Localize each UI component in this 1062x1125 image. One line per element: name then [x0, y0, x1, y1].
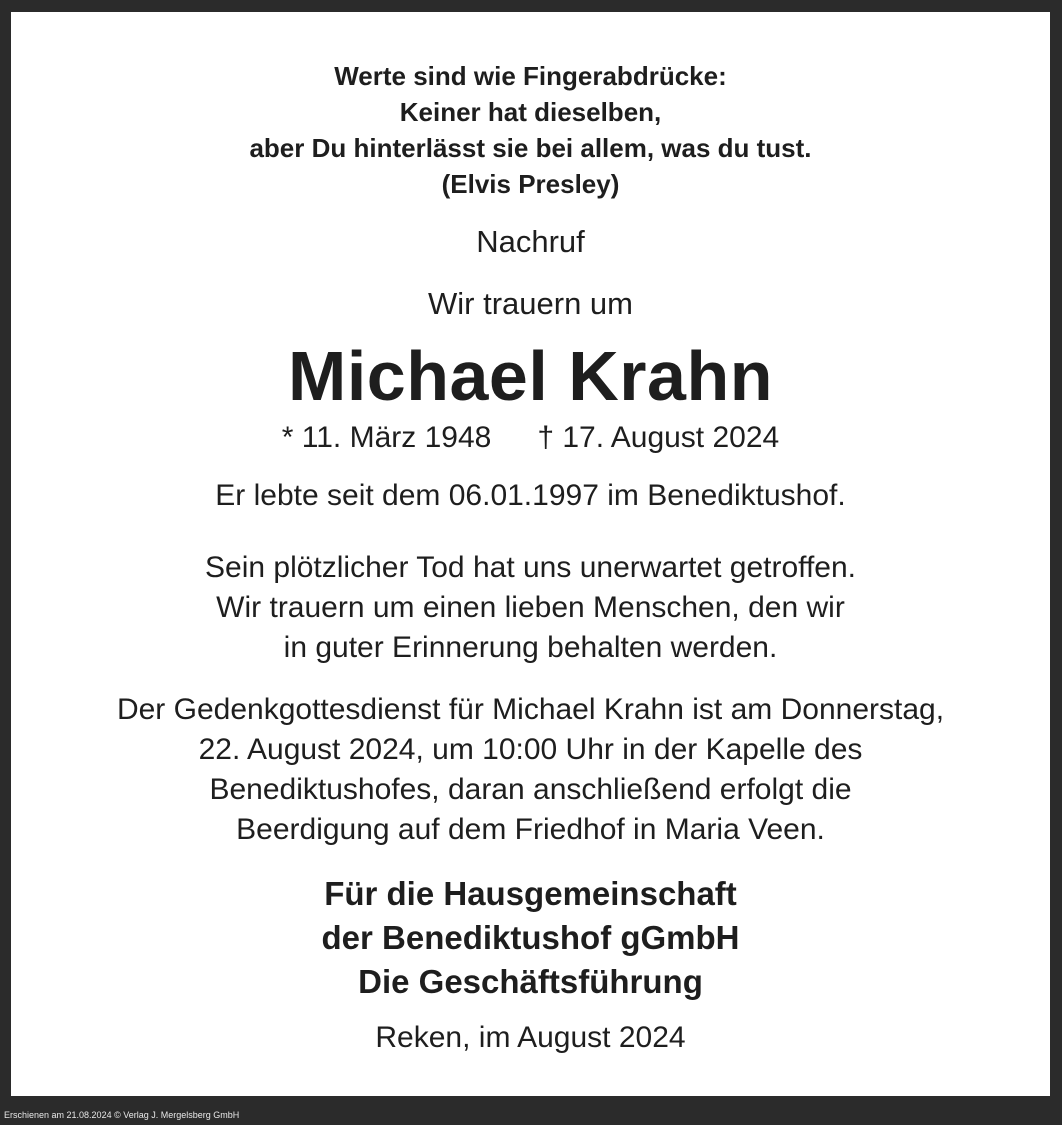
signoff-line: Die Geschäftsführung [358, 963, 703, 1000]
quote-line: Keiner hat dieselben, [399, 97, 662, 127]
grief-line: Sein plötzlicher Tod hat uns unerwartet getroffen. [205, 551, 856, 584]
signoff-block [11, 872, 1050, 1004]
birth-date: * 11. März 1948 [281, 421, 492, 454]
obituary-notice [11, 12, 1050, 1096]
place-date: Reken, im August 2024 [375, 1021, 686, 1054]
intro-text: Wir trauern um [428, 286, 633, 321]
deceased-name: Michael Krahn [288, 337, 773, 415]
publisher-footer: Erschienen am 21.08.2024 © Verlag J. Mergelsberg GmbH [4, 1110, 240, 1120]
death-date: † 17. August 2024 [537, 421, 780, 454]
grief-line: in guter Erinnerung behalten werden. [283, 631, 778, 664]
service-line: Der Gedenkgottesdienst für Michael Krahn ist am Donnerstag, [116, 693, 945, 726]
service-line: Beerdigung auf dem Friedhof in Maria Veen. [236, 813, 825, 846]
quote-line: Werte sind wie Fingerabdrücke: [334, 61, 727, 91]
service-line: Benediktushofes, daran anschließend erfolgt die [209, 773, 852, 806]
grief-paragraph [11, 548, 1050, 668]
signoff-line: Für die Hausgemeinschaft [324, 875, 737, 912]
grief-line: Wir trauern um einen lieben Menschen, den wir [216, 591, 845, 624]
quote-line: aber Du hinterlässt sie bei allem, was du tust. [249, 133, 812, 163]
residence-text: Er lebte seit dem 06.01.1997 im Benediktushof. [215, 479, 846, 512]
service-line: 22. August 2024, um 10:00 Uhr in der Kapelle des [198, 733, 863, 766]
notice-heading: Nachruf [476, 224, 585, 259]
quote-author: (Elvis Presley) [441, 169, 620, 199]
quote-block [11, 58, 1050, 202]
service-paragraph [11, 690, 1050, 850]
life-dates [11, 418, 1050, 458]
signoff-line: der Benediktushof gGmbH [321, 919, 740, 956]
